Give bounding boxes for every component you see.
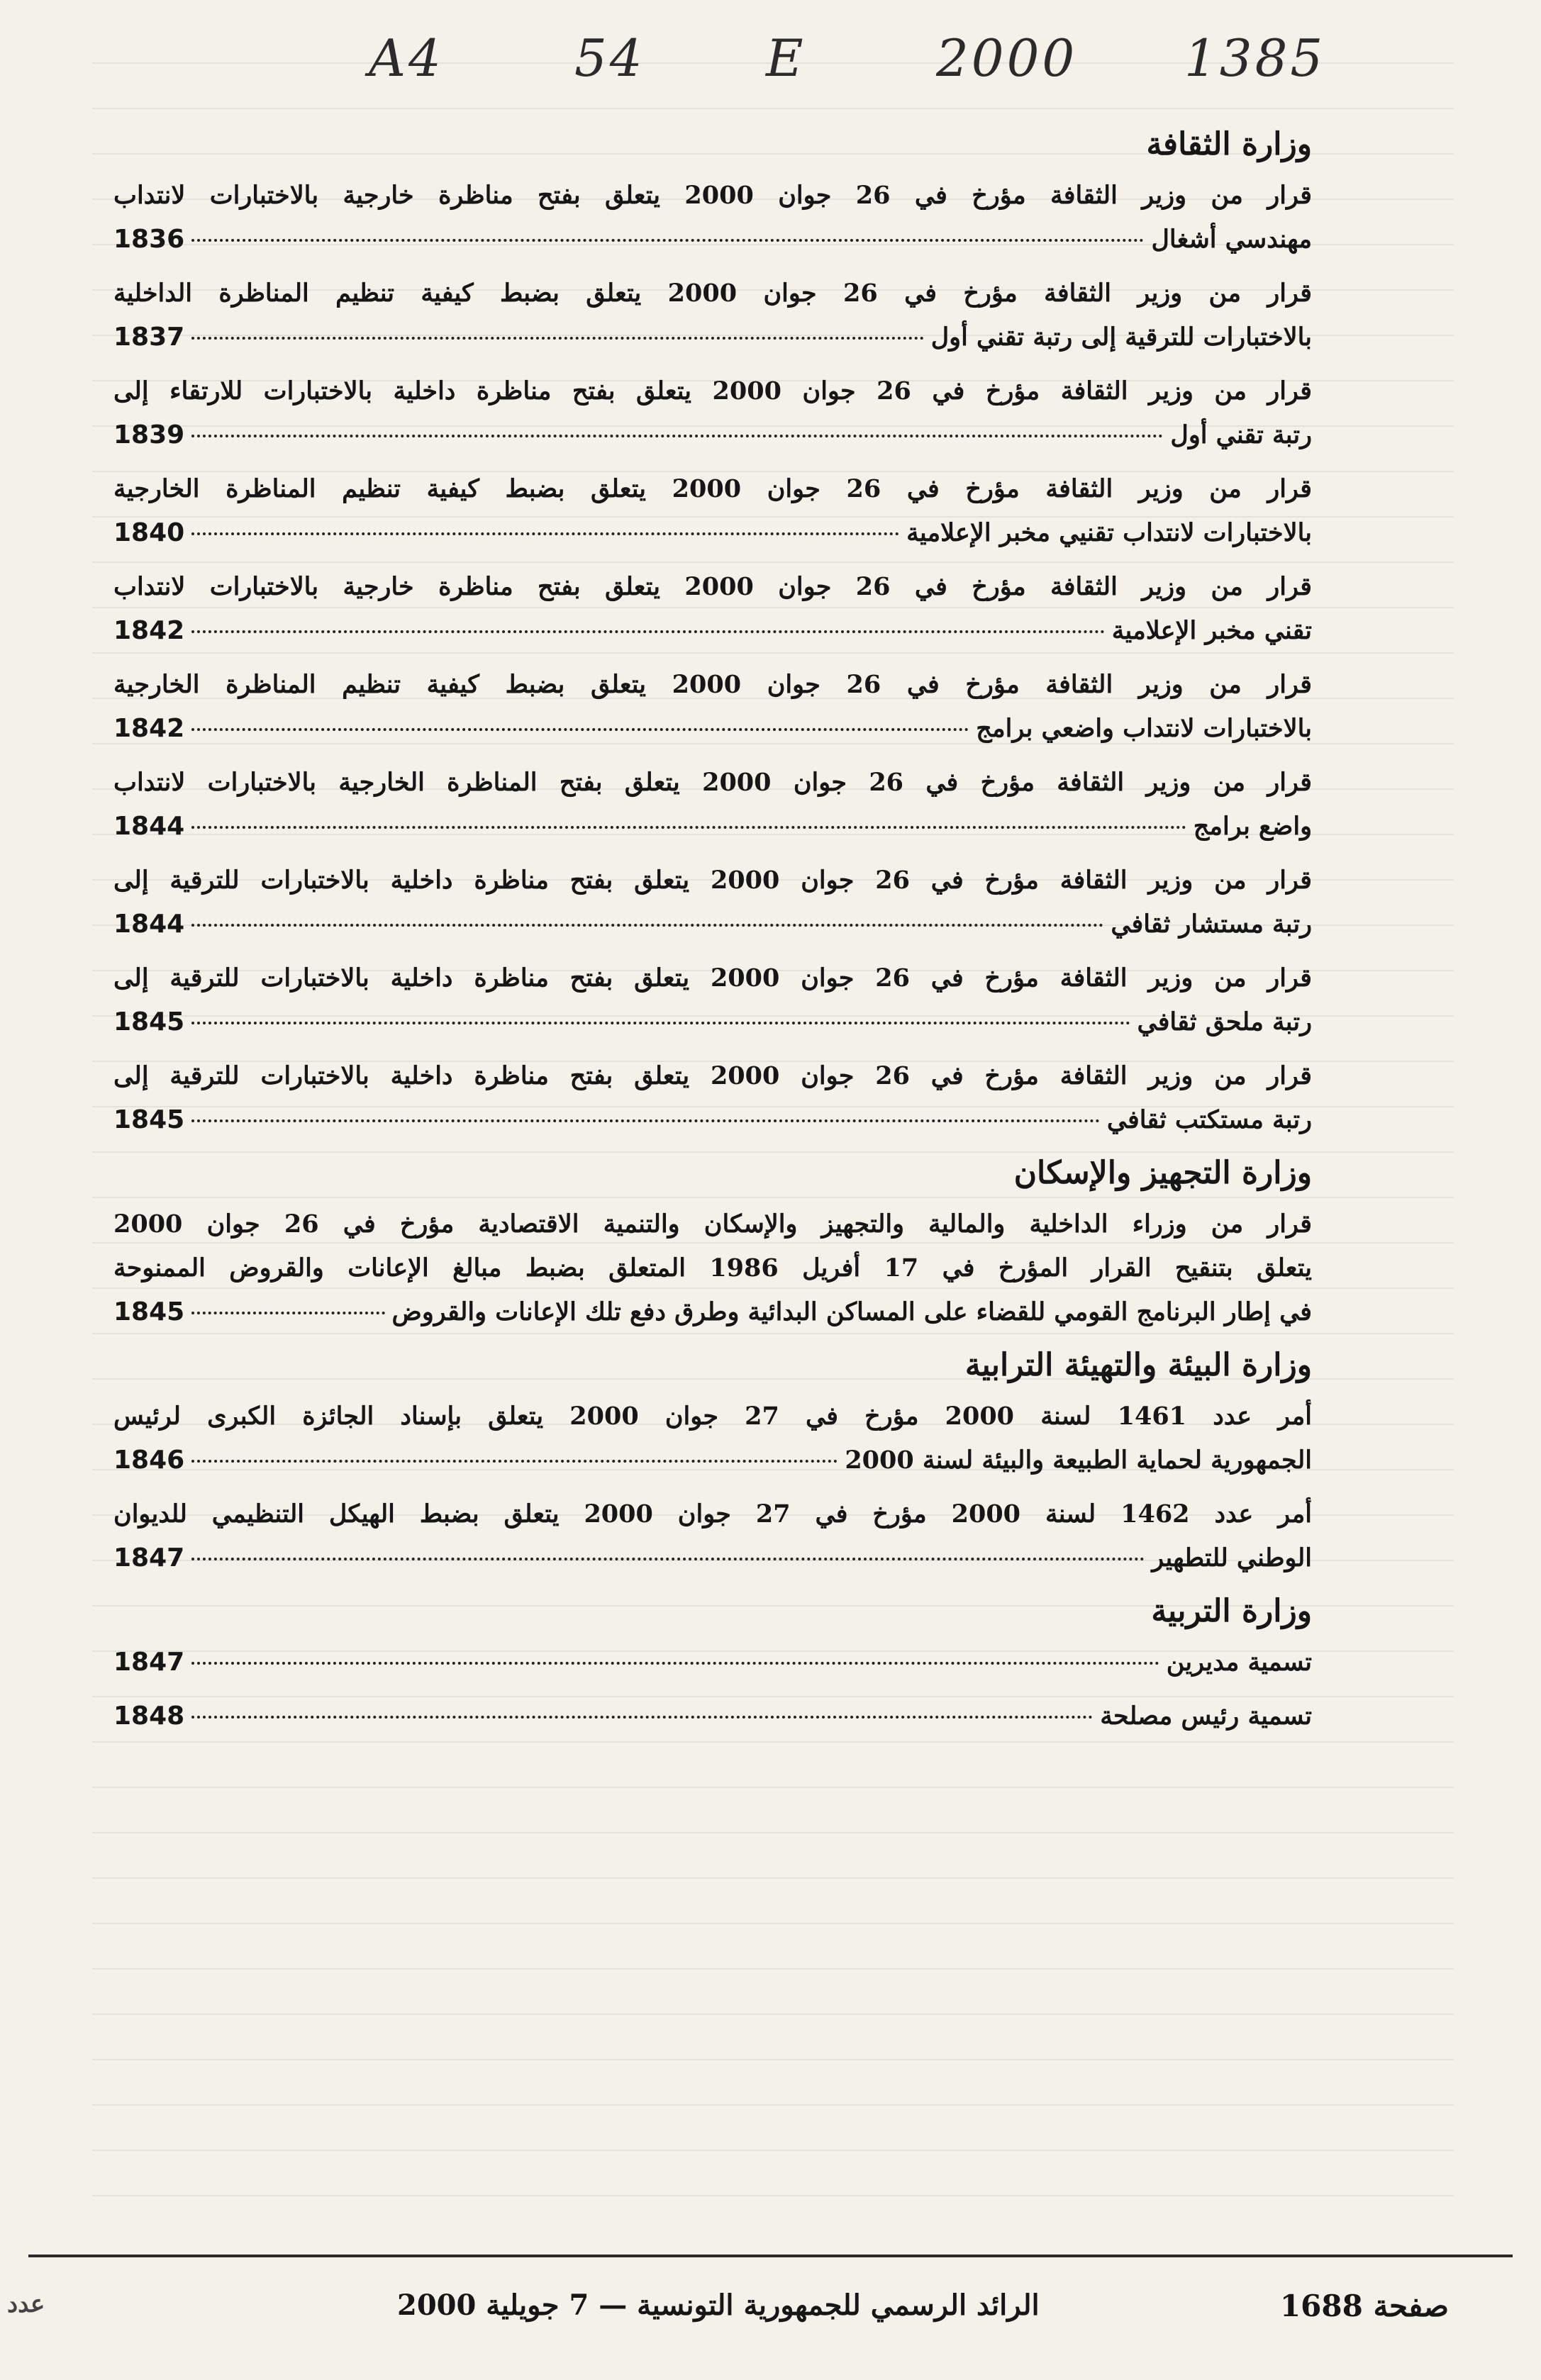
entry-last-line xyxy=(113,218,1312,262)
entry-text: رتبة مستشار ثقافي xyxy=(1111,910,1312,939)
entry-page-number: 1847 xyxy=(113,1648,185,1677)
entry-text: الوطني للتطهير xyxy=(1152,1543,1312,1572)
toc-entry xyxy=(113,467,1312,555)
entry-text: بالاختبارات للترقية إلى رتبة تقني أول xyxy=(930,323,1312,352)
entry-page-number: 1845 xyxy=(113,1105,185,1134)
handwritten-item: A4 xyxy=(369,28,444,88)
entry-text: في إطار البرنامج القومي للقضاء على المساكن البدائية وطرق دفع تلك الإعانات والقروض xyxy=(391,1297,1312,1326)
entry-line: قرار من وزير الثقافة مؤرخ في 26 جوان 2000 يتعلق بضبط كيفية تنظيم المناظرة الخارجية xyxy=(113,670,1312,699)
entry-last-line xyxy=(113,707,1312,751)
dot-leader xyxy=(191,435,1163,437)
entry-page-number: 1846 xyxy=(113,1446,185,1475)
entry-text: تسمية رئيس مصلحة xyxy=(1100,1702,1312,1731)
entry-page-number: 1837 xyxy=(113,323,185,352)
entry-line: قرار من وزير الثقافة مؤرخ في 26 جوان 2000 يتعلق بضبط كيفية تنظيم المناظرة الخارجية xyxy=(113,474,1312,503)
toc-entry xyxy=(113,663,1312,751)
page-footer xyxy=(0,2255,1541,2354)
entry-text: بالاختبارات لانتداب تقنيي مخبر الإعلامية xyxy=(906,518,1312,547)
entry-line: أمر عدد 1462 لسنة 2000 مؤرخ في 27 جوان 2000 يتعلق بضبط الهيكل التنظيمي للديوان xyxy=(113,1499,1313,1529)
section-title: وزارة الثقافة xyxy=(1146,126,1312,162)
handwritten-item: 2000 xyxy=(936,28,1078,88)
toc-entry xyxy=(113,1641,1312,1685)
issue-label: عدد xyxy=(7,2290,45,2318)
dot-leader xyxy=(191,1119,1100,1122)
entry-last-line xyxy=(113,1536,1312,1580)
toc-entry xyxy=(113,956,1312,1044)
entry-line: قرار من وزراء الداخلية والمالية والتجهيز والإسكان والتنمية الاقتصادية مؤرخ في 26 جوان 2000 xyxy=(113,1209,1312,1239)
dot-leader xyxy=(191,239,1144,242)
dot-leader xyxy=(191,1312,384,1314)
dot-leader xyxy=(191,1022,1130,1024)
entry-text: واضع برامج xyxy=(1193,812,1312,841)
toc-entry xyxy=(113,174,1312,262)
entry-line: قرار من وزير الثقافة مؤرخ في 26 جوان 2000 يتعلق بفتح مناظرة خارجية بالاختبارات لانتداب xyxy=(113,181,1312,210)
entry-last-line xyxy=(113,1290,1312,1334)
table-of-contents xyxy=(113,113,1312,1748)
handwritten-item: 1385 xyxy=(1184,28,1326,88)
entry-page-number: 1842 xyxy=(113,714,185,743)
entry-line: قرار من وزير الثقافة مؤرخ في 26 جوان 2000 يتعلق بفتح مناظرة داخلية بالاختبارات للترقية إلى xyxy=(113,866,1312,895)
handwritten-annotation xyxy=(369,21,1432,106)
dot-leader xyxy=(191,924,1103,927)
entry-last-line xyxy=(113,1000,1312,1044)
entry-line: قرار من وزير الثقافة مؤرخ في 26 جوان 2000 يتعلق بفتح مناظرة داخلية بالاختبارات للترقية إلى xyxy=(113,963,1312,993)
entry-text: رتبة ملحق ثقافي xyxy=(1137,1007,1312,1037)
journal-title: الرائد الرسمي للجمهورية التونسية — 7 جويلية 2000 xyxy=(397,2289,1040,2322)
dot-leader xyxy=(191,1662,1159,1665)
entry-line: قرار من وزير الثقافة مؤرخ في 26 جوان 2000 يتعلق بضبط كيفية تنظيم المناظرة الداخلية xyxy=(113,279,1312,308)
entry-last-line xyxy=(113,805,1312,849)
toc-entry xyxy=(113,761,1312,849)
entry-line: قرار من وزير الثقافة مؤرخ في 26 جوان 2000 يتعلق بفتح مناظرة داخلية بالاختبارات للارتقاء إلى xyxy=(113,376,1313,406)
entry-last-line xyxy=(113,315,1312,359)
entry-text: مهندسي أشغال xyxy=(1151,225,1312,254)
dot-leader xyxy=(191,532,899,535)
entry-text: رتبة مستكتب ثقافي xyxy=(1106,1105,1312,1134)
entry-text: تسمية مديرين xyxy=(1166,1648,1312,1677)
entry-last-line xyxy=(113,1438,1312,1482)
section-title: وزارة البيئة والتهيئة الترابية xyxy=(964,1347,1312,1383)
entry-page-number: 1844 xyxy=(113,910,185,939)
section-title: وزارة التجهيز والإسكان xyxy=(1013,1155,1312,1191)
entry-last-line xyxy=(113,903,1312,946)
dot-leader xyxy=(191,1460,838,1463)
entry-page-number: 1836 xyxy=(113,225,185,254)
page-number: صفحة 1688 xyxy=(1279,2289,1449,2323)
entry-page-number: 1842 xyxy=(113,616,185,645)
entry-line: قرار من وزير الثقافة مؤرخ في 26 جوان 2000 يتعلق بفتح مناظرة خارجية بالاختبارات لانتداب xyxy=(113,572,1312,601)
entry-text: الجمهورية لحماية الطبيعة والبيئة لسنة 2000 xyxy=(845,1446,1312,1475)
entry-last-line xyxy=(113,413,1312,457)
entry-line: أمر عدد 1461 لسنة 2000 مؤرخ في 27 جوان 2000 يتعلق بإسناد الجائزة الكبرى لرئيس xyxy=(113,1402,1312,1431)
section-title: وزارة التربية xyxy=(1151,1593,1312,1629)
dot-leader xyxy=(191,337,924,340)
entry-page-number: 1845 xyxy=(113,1297,185,1326)
toc-entry xyxy=(113,272,1312,359)
entry-last-line xyxy=(113,511,1312,555)
entry-text: رتبة تقني أول xyxy=(1170,420,1312,449)
toc-entry xyxy=(113,1054,1312,1142)
toc-entry xyxy=(113,1395,1312,1482)
entry-last-line xyxy=(113,1694,1312,1738)
toc-entry xyxy=(113,1202,1312,1334)
entry-text: تقني مخبر الإعلامية xyxy=(1111,616,1312,645)
entry-line: يتعلق بتنقيح القرار المؤرخ في 17 أفريل 1986 المتعلق بضبط مبالغ الإعانات والقروض الممنوحة xyxy=(113,1253,1312,1283)
footer-rule xyxy=(28,2255,1513,2257)
handwritten-item: E xyxy=(766,28,806,88)
dot-leader xyxy=(191,1716,1093,1719)
entry-page-number: 1844 xyxy=(113,812,185,841)
entry-text: بالاختبارات لانتداب واضعي برامج xyxy=(976,714,1312,743)
handwritten-item: 54 xyxy=(574,28,645,88)
entry-last-line xyxy=(113,1641,1312,1685)
toc-entry xyxy=(113,859,1312,946)
dot-leader xyxy=(191,1558,1145,1560)
entry-page-number: 1848 xyxy=(113,1702,185,1731)
entry-line: قرار من وزير الثقافة مؤرخ في 26 جوان 2000 يتعلق بفتح المناظرة الخارجية بالاختبارات لانتداب xyxy=(113,768,1312,797)
entry-last-line xyxy=(113,1098,1312,1142)
entry-line: قرار من وزير الثقافة مؤرخ في 26 جوان 2000 يتعلق بفتح مناظرة داخلية بالاختبارات للترقية إلى xyxy=(113,1061,1312,1090)
entry-page-number: 1847 xyxy=(113,1543,185,1572)
toc-entry xyxy=(113,1694,1312,1738)
entry-last-line xyxy=(113,609,1312,653)
entry-page-number: 1840 xyxy=(113,518,185,547)
entry-page-number: 1845 xyxy=(113,1007,185,1037)
dot-leader xyxy=(191,826,1186,829)
toc-entry xyxy=(113,565,1312,653)
dot-leader xyxy=(191,630,1105,633)
entry-page-number: 1839 xyxy=(113,420,185,449)
dot-leader xyxy=(191,728,969,731)
toc-entry xyxy=(113,1492,1312,1580)
toc-entry xyxy=(113,369,1312,457)
